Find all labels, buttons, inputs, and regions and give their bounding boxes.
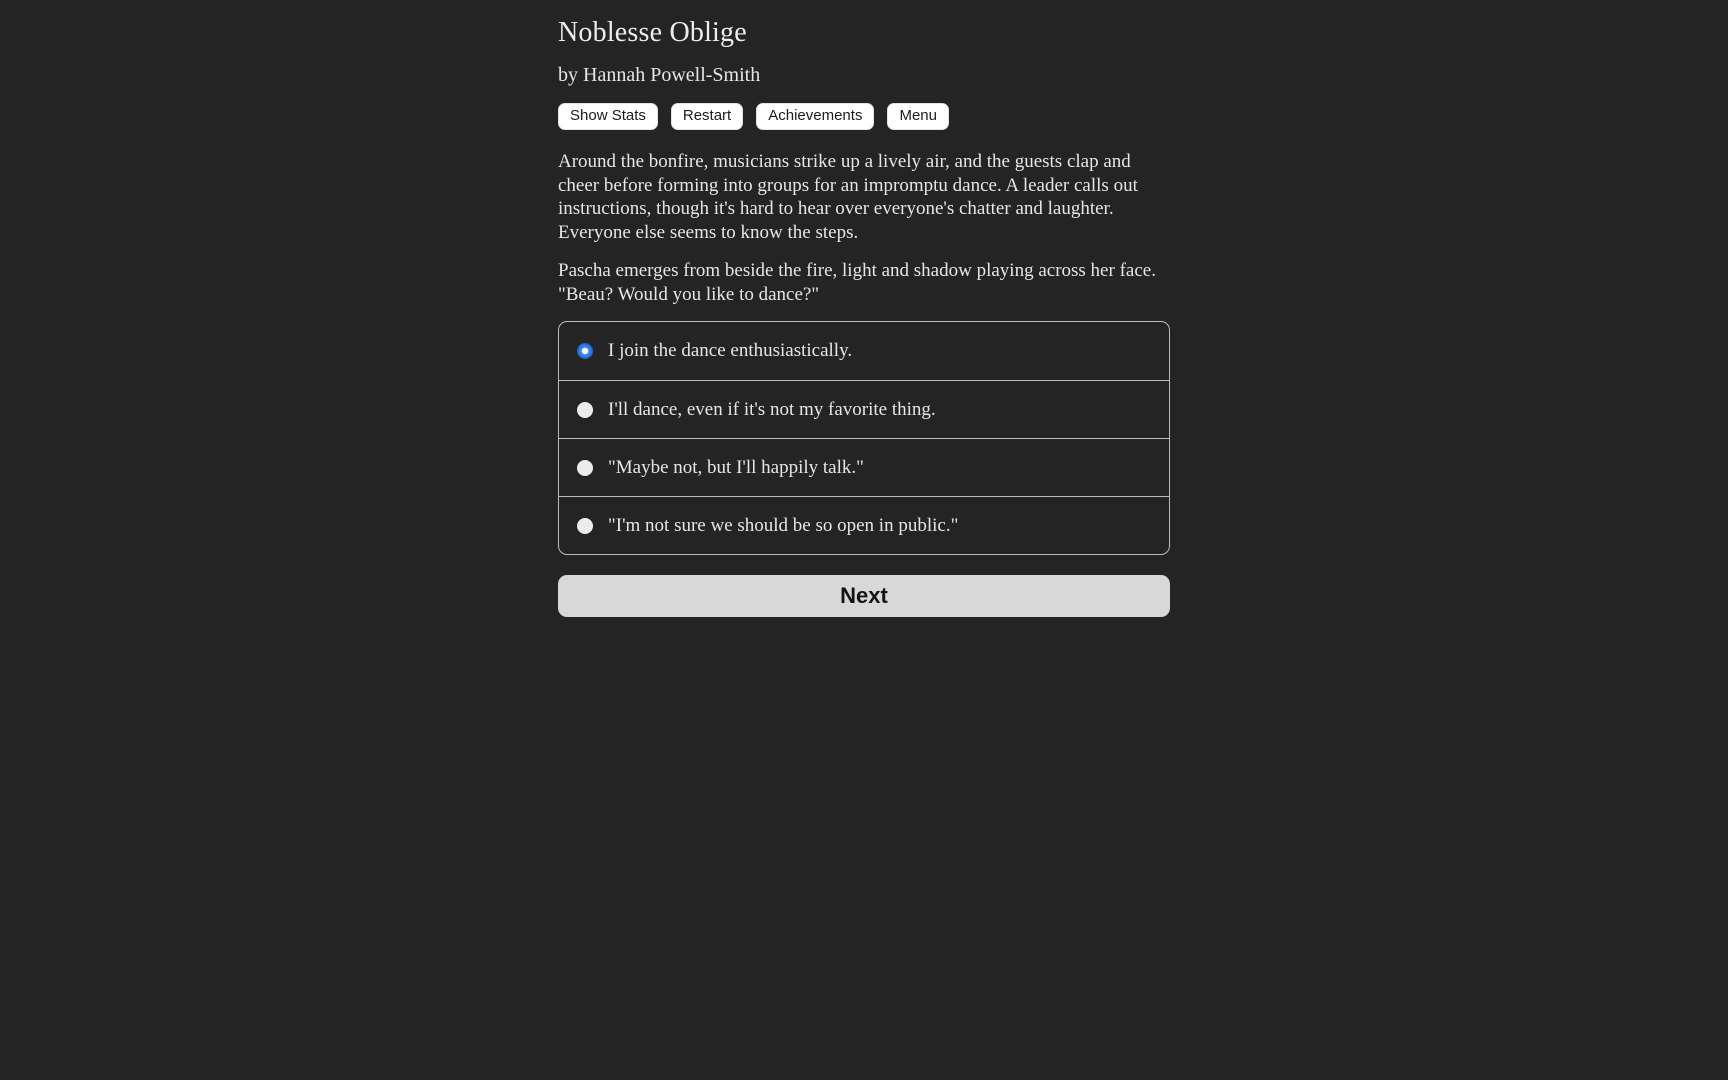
story-paragraph: Pascha emerges from beside the fire, light and shadow playing across her face. "Beau? Would you like to dance?" bbox=[558, 260, 1156, 305]
next-button[interactable]: Next bbox=[558, 575, 1170, 617]
radio-button-icon[interactable] bbox=[577, 518, 593, 534]
radio-button-icon[interactable] bbox=[577, 343, 593, 359]
achievements-button[interactable]: Achievements bbox=[756, 103, 874, 130]
story-paragraph: Around the bonfire, musicians strike up a lively air, and the guests clap and cheer before forming into groups for an impromptu dance. A leader calls out instructions, though it's hard to hear over everyone's chatter and laughter. Everyone else seems to know the steps. bbox=[558, 151, 1138, 243]
choice-option-label: I'll dance, even if it's not my favorite thing. bbox=[608, 398, 936, 420]
radio-button-icon[interactable] bbox=[577, 460, 593, 476]
story-text bbox=[558, 150, 1170, 306]
show-stats-button[interactable]: Show Stats bbox=[558, 103, 658, 130]
choice-option-label: I join the dance enthusiastically. bbox=[608, 340, 853, 361]
choice-option-3[interactable] bbox=[559, 438, 1169, 496]
restart-button[interactable]: Restart bbox=[671, 103, 743, 130]
choice-option-label: "Maybe not, but I'll happily talk." bbox=[608, 456, 864, 478]
choice-option-label: "I'm not sure we should be so open in public." bbox=[608, 514, 959, 536]
toolbar bbox=[558, 103, 1170, 130]
menu-button[interactable]: Menu bbox=[887, 103, 949, 130]
radio-button-icon[interactable] bbox=[577, 402, 593, 418]
page-title: Noblesse Oblige bbox=[558, 17, 747, 48]
author-byline: by Hannah Powell-Smith bbox=[558, 64, 761, 86]
game-content-column bbox=[558, 0, 1170, 617]
choice-option-4[interactable] bbox=[559, 496, 1169, 554]
choice-list bbox=[558, 321, 1170, 555]
choice-option-1[interactable] bbox=[559, 322, 1169, 380]
choice-option-2[interactable] bbox=[559, 380, 1169, 438]
